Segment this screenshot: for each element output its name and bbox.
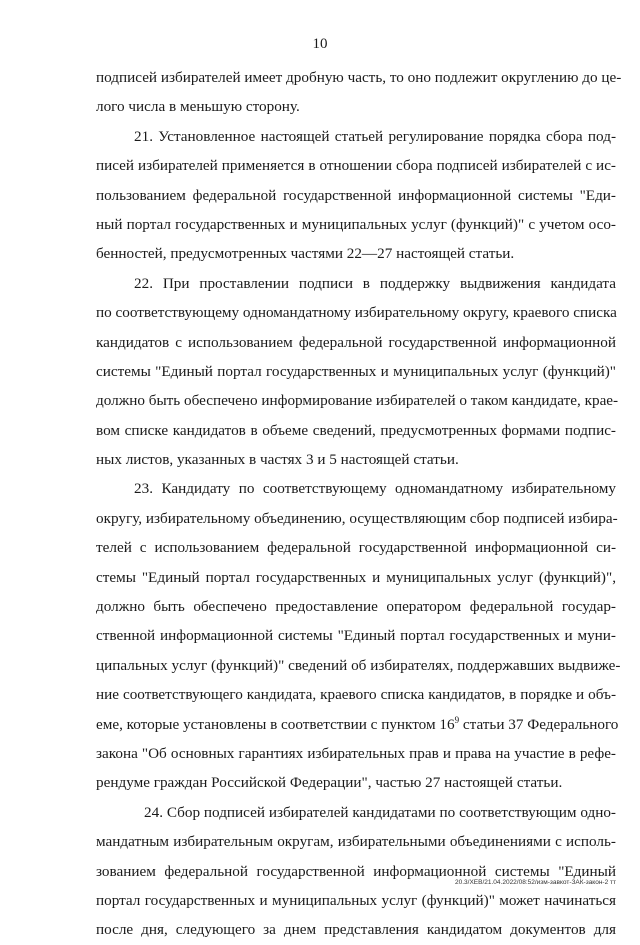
text-line: писей избирателей применяется в отношении сбора подписей избирателей с ис- <box>96 157 616 175</box>
text-line: бенностей, предусмотренных частями 22—27 настоящей статьи. <box>96 245 515 263</box>
text-line: 21. Установленное настоящей статьей регулирование порядка сбора под- <box>134 127 616 145</box>
text-line-part: статьи 37 Федерального <box>459 715 619 733</box>
text-line: закона "Об основных гарантиях избирательных прав и права на участие в рефе- <box>96 744 616 762</box>
text-line: 22. При проставлении подписи в поддержку выдвижения кандидата <box>134 274 616 292</box>
page-number: 10 <box>312 36 328 52</box>
text-line: 24. Сбор подписей избирателей кандидатами по соответствующим одно- <box>144 803 616 821</box>
text-line: должно быть обеспечено информирование избирателей о таком кандидате, крае- <box>96 392 619 410</box>
text-line: пользованием федеральной государственной информационной системы "Еди- <box>96 186 616 204</box>
document-body <box>96 63 622 945</box>
text-line: кандидатов с использованием федеральной государственной информационной <box>96 333 616 351</box>
text-line: мандатным избирательным округам, избирательными объединениями с исполь- <box>96 833 616 851</box>
text-line: стемы "Единый портал государственных и муниципальных услуг (функций)", <box>96 568 616 586</box>
text-line: ние соответствующего кандидата, краевого списка кандидатов, в порядке и объ- <box>96 686 616 704</box>
text-line: после дня, следующего за днем представления кандидатом документов для <box>96 921 616 939</box>
text-line: ственной информационной системы "Единый портал государственных и муни- <box>96 627 616 645</box>
text-line: телей с использованием федеральной государственной информационной си- <box>96 539 616 557</box>
text-line: ный портал государственных и муниципальных услуг (функций)" с учетом осо- <box>96 215 616 233</box>
text-line: по соответствующему одномандатному избирательному округу, краевого списка <box>96 304 617 322</box>
text-line-part: еме, которые установлены в соответствии с пунктом 16 <box>96 715 455 733</box>
text-line <box>96 710 619 739</box>
document-footer: 20.3/ХЕВ/21.04.2022/08:52/изм-завкот-ЗАК-закон-2 тт <box>455 879 616 886</box>
text-line: ципальных услуг (функций)" сведений об избирателях, поддержавших выдвиже- <box>96 656 621 674</box>
text-line: вом списке кандидатов в объеме сведений, предусмотренных формами подпис- <box>96 421 616 439</box>
text-line: системы "Единый портал государственных и муниципальных услуг (функций)" <box>96 362 616 380</box>
text-line: подписей избирателей имеет дробную часть, то оно подлежит округлению до це- <box>96 69 622 86</box>
text-line: ных листов, указанных в частях 3 и 5 настоящей статьи. <box>96 451 459 469</box>
text-line: лого числа в меньшую сторону. <box>96 98 300 116</box>
text-line: зованием федеральной государственной информационной системы "Единый <box>96 862 616 880</box>
text-line: округу, избирательному объединению, осуществляющим сбор подписей избира- <box>96 509 618 527</box>
text-line: должно быть обеспечено предоставление оператором федеральной государ- <box>96 598 616 616</box>
superscript: 9 <box>454 714 460 725</box>
text-line: рендуме граждан Российской Федерации", частью 27 настоящей статьи. <box>96 774 563 792</box>
text-line: портал государственных и муниципальных услуг (функций)" может начинаться <box>96 891 616 909</box>
text-line: 23. Кандидату по соответствующему одномандатному избирательному <box>134 480 616 498</box>
